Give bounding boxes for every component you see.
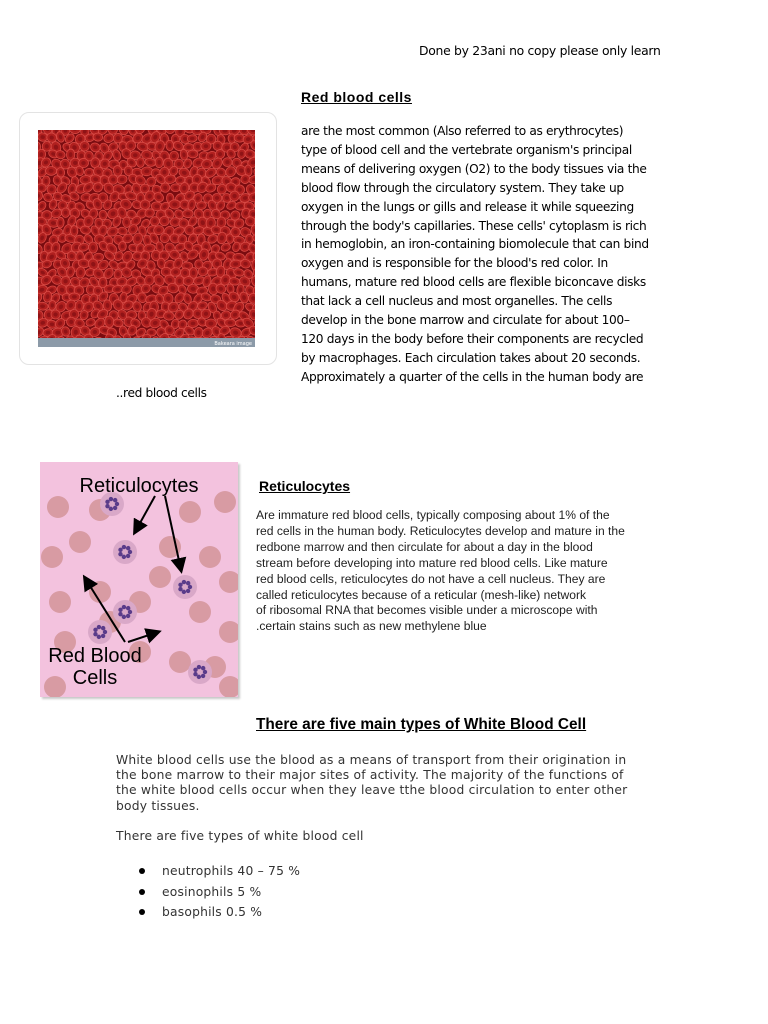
paragraph-line: stream before developing into mature red blood cells. Like mature — [256, 555, 608, 570]
paragraph-line: called reticulocytes because of a reticular (mesh-like) network — [256, 587, 587, 602]
rbc-image-caption: ..red blood cells — [116, 386, 207, 400]
red-blood-cell-shape — [44, 676, 66, 697]
paragraph-line: that lack a cell nucleus and most organelles. The cells — [301, 294, 613, 309]
reticulum-dot — [105, 500, 109, 504]
reticulum-dot — [93, 628, 97, 632]
list-item-text: eosinophils 5 % — [162, 884, 262, 899]
reticulum-dot — [97, 625, 101, 629]
red-blood-cell-shape — [179, 501, 201, 523]
paragraph-line: through the body's capillaries. These cells' cytoplasm is rich — [301, 218, 647, 233]
reticulum-dot — [188, 585, 192, 589]
reticulum-dot — [118, 608, 122, 612]
reticulocytes-image — [40, 462, 238, 697]
red-blood-cell-shape — [214, 491, 236, 513]
red-blood-cell-shape — [47, 496, 69, 518]
bullet-icon — [139, 889, 145, 895]
rbc-heading: Red blood cells — [301, 89, 412, 105]
reticulum-dot — [113, 498, 117, 502]
red-blood-cell-center — [192, 270, 196, 275]
paragraph-line: redbone marrow and then circulate for about a day in the blood — [256, 539, 593, 554]
paragraph-line: White blood cells use the blood as a means of transport from their origination in — [116, 753, 627, 767]
reticulum-dot — [201, 666, 205, 670]
paragraph-line: .certain stains such as new methylene blue — [256, 619, 487, 634]
red-blood-cell-shape — [189, 601, 211, 623]
reticulum-dot — [122, 545, 126, 549]
reticulocytes-diagram — [40, 462, 238, 697]
red-blood-cell-center — [172, 202, 177, 206]
paragraph-line: the white blood cells occur when they leave tthe blood circulation to enter other — [116, 783, 628, 798]
paragraph-line: Approximately a quarter of the cells in the human body are — [301, 369, 644, 384]
red-blood-cell-shape — [41, 546, 63, 568]
paragraph-line: 120 days in the body before their components are recycled — [301, 331, 644, 346]
reticulum-dot — [118, 552, 122, 556]
red-blood-cell-center — [121, 244, 124, 248]
reticulum-dot — [103, 630, 107, 634]
reticulum-dot — [128, 610, 132, 614]
reticulocytes-paragraph — [256, 508, 656, 635]
paragraph-line: body tissues. — [116, 798, 200, 813]
reticulum-dot — [186, 581, 190, 585]
wbc-heading: There are five main types of White Blood Cell — [256, 716, 587, 733]
paragraph-line: by macrophages. Each circulation takes about 20 seconds. — [301, 350, 641, 365]
red-blood-cells-image — [38, 130, 255, 347]
reticulocyte-cell — [188, 660, 212, 684]
reticulum-dot — [201, 674, 205, 678]
reticulum-dot — [126, 606, 130, 610]
reticulum-dot — [186, 589, 190, 593]
reticulum-dot — [118, 548, 122, 552]
paragraph-line: are the most common (Also referred to as erythrocytes) — [301, 124, 624, 138]
header-note: Done by 23ani no copy please only learn — [419, 43, 661, 58]
bullet-icon — [139, 909, 145, 915]
paragraph-line: Are immature red blood cells, typically composing about 1% of the — [256, 508, 610, 522]
red-blood-cell-center — [89, 288, 93, 292]
reticulum-dot — [203, 670, 207, 674]
red-blood-cell-center — [208, 322, 213, 326]
paragraph-line: the bone marrow to their major sites of activity. The majority of the functions of — [116, 768, 624, 783]
reticulum-dot — [101, 634, 105, 638]
paragraph-line: red blood cells, reticulocytes do not have a cell nucleus. They are — [256, 571, 606, 586]
reticulum-dot — [109, 497, 113, 501]
list-item — [136, 885, 300, 906]
paragraph-line: of ribosomal RNA that becomes visible under a microscope with — [256, 603, 598, 618]
reticulum-dot — [128, 550, 132, 554]
red-blood-cell-center — [248, 237, 251, 241]
red-blood-cell-center — [45, 213, 50, 217]
paragraph-line: develop in the bone marrow and circulate for about 100– — [301, 313, 630, 328]
reticulum-dot — [118, 612, 122, 616]
paragraph-line: type of blood cell and the vertebrate organism's principal — [301, 142, 632, 157]
list-item — [136, 864, 300, 885]
reticulum-dot — [178, 583, 182, 587]
red-blood-cell-center — [143, 254, 147, 259]
list-item-text: basophils 0.5 % — [162, 905, 263, 919]
reticulocyte-cell — [113, 600, 137, 624]
reticulocyte-cell — [88, 620, 112, 644]
paragraph-line: red cells in the human body. Reticulocytes develop and mature in the — [256, 523, 625, 538]
reticulum-dot — [115, 502, 119, 506]
reticulum-dot — [126, 554, 130, 558]
reticulocyte-cell — [173, 575, 197, 599]
red-blood-cell-shape — [199, 546, 221, 568]
reticulum-dot — [193, 668, 197, 672]
red-blood-cell-shape — [69, 531, 91, 553]
red-blood-cell-shape — [49, 591, 71, 613]
reticulum-dot — [105, 504, 109, 508]
red-blood-cell-center — [186, 146, 191, 149]
reticulum-dot — [113, 506, 117, 510]
reticulocytes-label: Reticulocytes — [79, 475, 199, 497]
paragraph-line: oxygen in the lungs or gills and release it while squeezing — [301, 199, 634, 214]
reticulocytes-heading: Reticulocytes — [259, 478, 351, 494]
reticulocyte-cell — [113, 540, 137, 564]
paragraph-line: in hemoglobin, an iron-containing biomolecule that can bind — [301, 237, 649, 252]
wbc-intro-paragraph — [116, 753, 627, 814]
red-blood-cells-label-line2: Cells — [72, 667, 118, 689]
reticulum-dot — [193, 672, 197, 676]
red-blood-cell-shape — [149, 566, 171, 588]
image-watermark: Bakeara image — [214, 341, 252, 347]
reticulum-dot — [126, 546, 130, 550]
wbc-lead-text: There are five types of white blood cell — [116, 829, 364, 843]
reticulum-dot — [122, 605, 126, 609]
rbc-paragraph — [301, 122, 661, 387]
list-item — [136, 905, 300, 926]
reticulum-dot — [197, 665, 201, 669]
reticulum-dot — [101, 626, 105, 630]
paragraph-line: means of delivering oxygen (O2) to the body tissues via the — [301, 161, 647, 176]
red-blood-cell-shape — [169, 651, 191, 673]
paragraph-line: blood flow through the circulatory system. They take up — [301, 180, 624, 195]
reticulum-dot — [182, 580, 186, 584]
bullet-icon — [139, 868, 145, 874]
wbc-types-list — [136, 864, 300, 926]
paragraph-line: humans, mature red blood cells are flexible biconcave disks — [301, 275, 646, 290]
paragraph-line: oxygen and is responsible for the blood's red color. In — [301, 256, 608, 271]
red-blood-cell-shape — [89, 581, 111, 603]
reticulum-dot — [178, 587, 182, 591]
red-blood-cells-label-line1: Red Blood — [48, 645, 142, 667]
rbc-photo — [38, 130, 255, 347]
reticulum-dot — [126, 614, 130, 618]
reticulum-dot — [93, 632, 97, 636]
list-item-text: neutrophils 40 – 75 % — [162, 864, 301, 878]
